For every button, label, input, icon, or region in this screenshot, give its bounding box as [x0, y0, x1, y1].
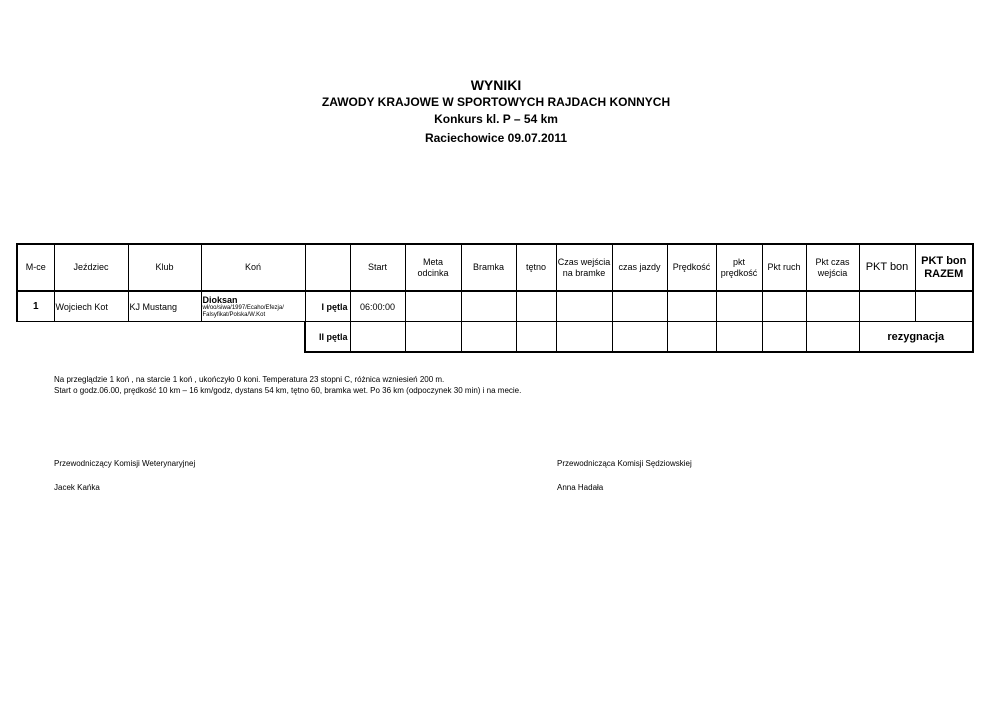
col-header-bonus-total: PKT bon RAZEM — [915, 244, 973, 291]
notes-line2: Start o godz.06.00, prędkość 10 km – 16 km/godz, dystans 54 km, tętno 60, bramka wet. Po 36 km (odpoczynek 30 min) i na mecie. — [54, 386, 522, 395]
loop2-speed — [667, 322, 716, 353]
col-header-speed: Prędkość — [667, 244, 716, 291]
loop1-speed — [667, 291, 716, 322]
entry-club: KJ Mustang — [128, 291, 201, 322]
results-table — [16, 243, 974, 353]
table-header-row — [17, 244, 973, 291]
col-header-ride-time: czas jazdy — [612, 244, 667, 291]
col-header-gate: Bramka — [461, 244, 516, 291]
vet-committee-title: Przewodniczący Komisji Weterynaryjnej — [54, 459, 196, 468]
loop1-speed-points — [716, 291, 762, 322]
notes — [54, 374, 521, 396]
table-row — [17, 291, 973, 322]
place-date: Raciechowice 09.07.2011 — [424, 131, 568, 145]
horse-description-line1: wł/oo/siwa/1997/Ecaho/Efezja/ — [202, 304, 284, 311]
loop1-gate — [461, 291, 516, 322]
loop1-move-points — [762, 291, 806, 322]
document-title: WYNIKI — [470, 77, 522, 93]
loop2-gate-time — [556, 322, 612, 353]
entry-rider: Wojciech Kot — [54, 291, 128, 322]
col-header-pulse: tętno — [516, 244, 556, 291]
col-header-horse: Koń — [201, 244, 305, 291]
col-header-bonus-points: PKT bon — [859, 244, 915, 291]
loop2-start — [350, 322, 405, 353]
col-header-club: Klub — [128, 244, 201, 291]
loop1-start: 06:00:00 — [350, 291, 405, 322]
loop1-pulse — [516, 291, 556, 322]
document-header — [0, 76, 992, 147]
vet-committee-name: Jacek Kańka — [54, 483, 100, 492]
contest-class: Konkurs kl. P – 54 km — [434, 112, 558, 126]
loop2-ride-time — [612, 322, 667, 353]
col-header-speed-points: pkt prędkość — [716, 244, 762, 291]
col-header-rider: Jeździec — [54, 244, 128, 291]
loop2-speed-points — [716, 322, 762, 353]
entry-status: rezygnacja — [859, 322, 973, 353]
table-row — [17, 322, 973, 353]
col-header-start: Start — [350, 244, 405, 291]
loop1-finish — [405, 291, 461, 322]
entry-horse — [201, 291, 305, 322]
loop1-label: I pętla — [305, 291, 350, 322]
col-header-finish: Meta odcinka — [405, 244, 461, 291]
loop1-bonus-points — [859, 291, 915, 322]
horse-name: Dioksan — [202, 294, 238, 305]
loop1-bonus-total — [915, 291, 973, 322]
notes-line1: Na przeglądzie 1 koń , na starcie 1 koń , ukończyło 0 koni. Temperatura 23 stopni C, różnica wzniesień 200 m. — [54, 375, 445, 384]
judge-committee-title: Przewodnicząca Komisji Sędziowskiej — [557, 459, 692, 468]
loop1-ride-time — [612, 291, 667, 322]
loop2-move-points — [762, 322, 806, 353]
loop2-time-points — [806, 322, 859, 353]
loop2-finish — [405, 322, 461, 353]
col-header-move-points: Pkt ruch — [762, 244, 806, 291]
horse-description-line2: Falsyfikat/Polska/W.Kot — [202, 311, 266, 318]
loop2-gate — [461, 322, 516, 353]
judge-committee-name: Anna Hadała — [557, 483, 604, 492]
col-header-place: M-ce — [17, 244, 54, 291]
col-header-gate-time: Czas wejścia na bramke — [556, 244, 612, 291]
col-header-loop — [305, 244, 350, 291]
entry-place: 1 — [17, 291, 54, 322]
col-header-time-points: Pkt czas wejścia — [806, 244, 859, 291]
loop1-time-points — [806, 291, 859, 322]
event-name: ZAWODY KRAJOWE W SPORTOWYCH RAJDACH KONNYCH — [321, 95, 671, 109]
loop1-gate-time — [556, 291, 612, 322]
loop2-label: II pętla — [305, 322, 350, 353]
loop2-pulse — [516, 322, 556, 353]
